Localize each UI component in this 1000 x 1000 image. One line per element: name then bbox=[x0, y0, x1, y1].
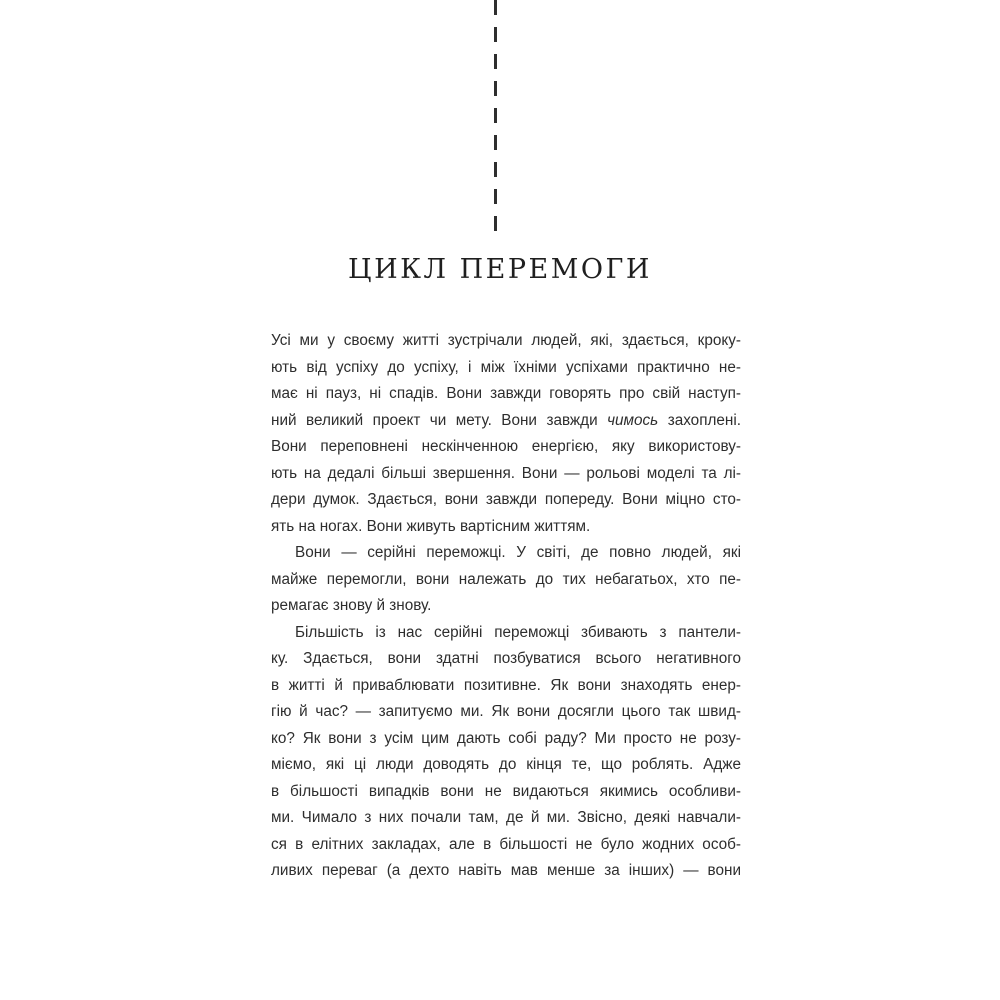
text-line: ку. Здається, вони здатні позбуватися всього негативного bbox=[271, 650, 741, 667]
text-line: ремагає знову й знову. bbox=[271, 597, 432, 614]
text-line: в житті й приваблювати позитивне. Як вони знаходять енер- bbox=[271, 676, 741, 694]
dashed-vertical-line bbox=[494, 0, 497, 240]
text-line: в більшості випадків вони не видаються якимись особливи- bbox=[271, 782, 741, 800]
text-line bbox=[271, 408, 741, 435]
text-segment: ний великий проект чи мету. Вони завжди bbox=[271, 411, 598, 429]
text-line: ють на дедалі більші звершення. Вони — рольові моделі та лі- bbox=[271, 464, 741, 482]
text-line: має ні пауз, ні спадів. Вони завжди говорять про свій наступ- bbox=[271, 385, 741, 402]
text-line: Усі ми у своєму житті зустрічали людей, які, здається, кроку- bbox=[271, 332, 741, 349]
text-line: Вони переповнені нескінченною енергією, яку використову- bbox=[271, 438, 741, 455]
chapter-title: ЦИКЛ ПЕРЕМОГИ bbox=[348, 254, 652, 285]
text-segment: захоплені. bbox=[667, 411, 742, 429]
body-text bbox=[271, 328, 741, 885]
text-line: ко? Як вони з усім цим дають собі раду? Ми просто не розу- bbox=[271, 729, 741, 747]
text-line: ять на ногах. Вони живуть вартісним життям. bbox=[271, 517, 591, 535]
text-line: Вони — серійні переможці. У світі, де повно людей, які bbox=[295, 544, 741, 561]
text-line: дери думок. Здається, вони завжди попереду. Вони міцно сто- bbox=[271, 491, 741, 508]
text-line: міємо, які ці люди доводять до кінця те, що роблять. Адже bbox=[271, 756, 741, 773]
text-line: ливих переваг (а дехто навіть мав менше за інших) — вони bbox=[271, 862, 741, 879]
text-line: гію й час? — запитуємо ми. Як вони досягли цього так швид- bbox=[271, 703, 741, 720]
italic-word: чимось bbox=[607, 411, 659, 429]
text-line: майже перемогли, вони належать до тих небагатьох, хто пе- bbox=[271, 570, 741, 588]
text-line: Більшість із нас серійні переможці збивають з пантели- bbox=[295, 623, 741, 641]
text-line: ся в елітних закладах, але в більшості не було жодних особ- bbox=[271, 835, 741, 853]
text-line: ми. Чимало з них почали там, де й ми. Звісно, деякі навчали- bbox=[271, 809, 741, 826]
text-line: ють від успіху до успіху, і між їхніми успіхами практично не- bbox=[271, 358, 741, 376]
